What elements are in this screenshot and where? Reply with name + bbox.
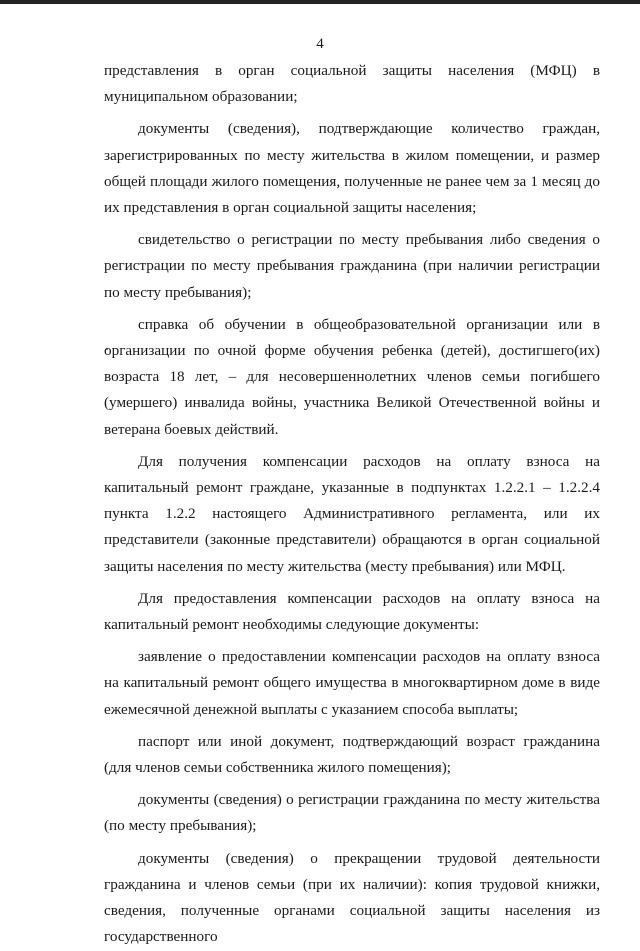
document-body bbox=[104, 58, 600, 951]
paragraph: паспорт или иной документ, подтверждающий возраст гражданина (для членов семьи собственника жилого помещения); bbox=[104, 732, 600, 777]
paragraph: справка об обучении в общеобразовательной организации или в организации по очной форме обучения ребенка (детей), достигшего(их) возраста 18 лет, – для несовершеннолетних членов семьи погибшего (умершего) инвалида войны, участника Великой Отечественной войны и ветерана боевых действий. bbox=[104, 315, 600, 438]
paragraph: документы (сведения), подтверждающие количество граждан, зарегистрированных по месту жительства в жилом помещении, и размер общей площади жилого помещения, полученные не ранее чем за 1 месяц до их представления в орган социальной защиты населения; bbox=[104, 120, 600, 217]
paragraph: Для предоставления компенсации расходов на оплату взноса на капитальный ремонт необходимы следующие документы: bbox=[104, 589, 600, 634]
paragraph: заявление о предоставлении компенсации расходов на оплату взноса на капитальный ремонт общего имущества в многоквартирном доме в виде ежемесячной денежной выплаты с указанием способа выплаты; bbox=[104, 648, 600, 718]
paragraph: документы (сведения) о прекращении трудовой деятельности гражданина и членов семьи (при их наличии): копия трудовой книжки, сведения, полученные органами социальной защиты населения из государственного bbox=[104, 849, 600, 946]
scan-top-edge bbox=[0, 0, 640, 4]
paragraph: Для получения компенсации расходов на оплату взноса на капитальный ремонт граждане, указанные в подпунктах 1.2.2.1 – 1.2.2.4 пункта 1.2.2 настоящего Административного регламента, или их представители (законные представители) обращаются в орган социальной защиты населения по месту жительства (месту пребывания) или МФЦ. bbox=[104, 452, 600, 575]
paragraph: документы (сведения) о регистрации гражданина по месту жительства (по месту пребывания); bbox=[104, 791, 600, 835]
page-number: 4 bbox=[316, 36, 324, 52]
paragraph: свидетельство о регистрации по месту пребывания либо сведения о регистрации по месту пребывания гражданина (при наличии регистрации по месту пребывания); bbox=[104, 231, 600, 301]
paragraph: представления в орган социальной защиты населения (МФЦ) в муниципальном образовании; bbox=[104, 62, 600, 106]
